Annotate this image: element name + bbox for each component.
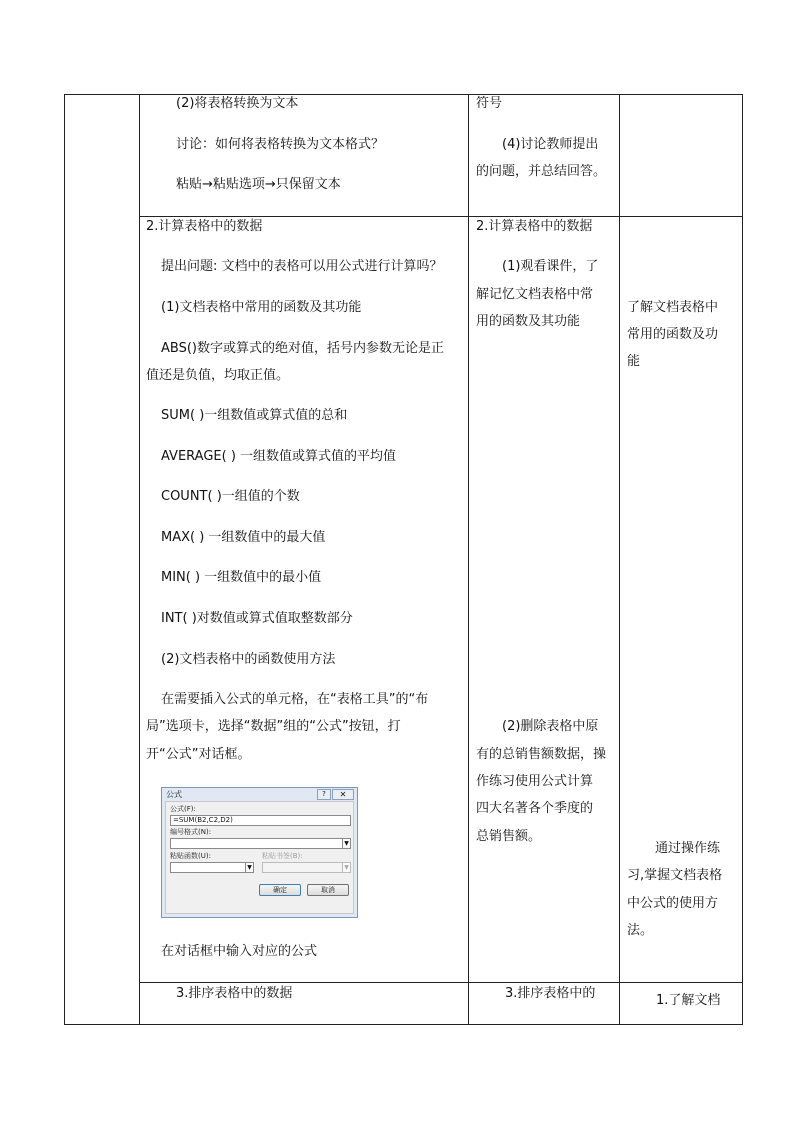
ok-button[interactable]: 确定 (259, 884, 301, 896)
cancel-button[interactable]: 取消 (307, 884, 349, 896)
chevron-down-icon: ▼ (342, 862, 351, 873)
discussion-text: 讨论：如何将表格转换为文本格式？ (176, 137, 385, 152)
objective-text: 通过操作练 (655, 841, 721, 856)
dialog-body (165, 801, 354, 914)
objective-text: 常用的函数及功 (627, 327, 719, 342)
paste-function-select[interactable] (170, 862, 246, 873)
dialog-caption: 在对话框中输入对应的公式 (161, 944, 318, 959)
paste-steps-text: 粘贴→粘贴选项→只保留文本 (176, 177, 341, 192)
row-divider-2 (139, 982, 743, 983)
student-activity-text: 有的总销售额数据，操 (476, 747, 607, 762)
section-heading: 3.排序表格中的数据 (176, 986, 293, 1001)
section-heading: 2.计算表格中的数据 (146, 219, 263, 234)
row-divider-1 (139, 216, 743, 217)
objective-text: 法。 (627, 923, 654, 938)
paste-bookmark-label: 粘贴书签(B): (262, 852, 303, 860)
objective-text: 能 (627, 354, 641, 369)
abs-description: ABS()数字或算式的绝对值，括号内参数无论是正 (161, 341, 444, 356)
student-section-heading: 3.排序表格中的 (505, 986, 596, 1001)
table-border-right (742, 94, 743, 1025)
student-activity-text: 解记忆文档表格中常 (476, 287, 594, 302)
max-description: MAX( ) 一组数值中的最大值 (161, 530, 326, 545)
column-divider-3 (619, 94, 620, 1025)
student-activity-text: 四大名著各个季度的 (476, 801, 594, 816)
objective-text: 1.了解文档 (656, 993, 721, 1008)
number-format-select[interactable] (170, 838, 343, 849)
paste-function-label: 粘贴函数(U): (170, 852, 211, 860)
table-border-top (64, 94, 743, 95)
student-activity-text: (1)观看课件，了 (502, 259, 599, 274)
student-activity-text: 用的函数及其功能 (476, 314, 581, 329)
table-to-text-heading: (2)将表格转换为文本 (176, 96, 299, 111)
usage-text: 在需要插入公式的单元格，在“表格工具”的“布 (161, 692, 429, 707)
objective-text: 习,掌握文档表格 (627, 868, 723, 883)
subheading-functions: (1)文档表格中常用的函数及其功能 (161, 300, 362, 315)
subheading-usage: (2)文档表格中的函数使用方法 (161, 652, 336, 667)
student-activity-text: 的问题，并总结回答。 (476, 164, 607, 179)
sum-description: SUM( )一组数值或算式值的总和 (161, 408, 348, 423)
chevron-down-icon[interactable]: ▼ (245, 862, 254, 873)
table-border-left (64, 94, 65, 1025)
number-format-label: 编号格式(N): (170, 828, 212, 836)
close-button[interactable]: ✕ (332, 789, 354, 800)
student-activity-text: 符号 (476, 96, 503, 111)
student-activity-text: (4)讨论教师提出 (502, 137, 599, 152)
student-activity-text: 作练习使用公式计算 (476, 774, 594, 789)
formula-dialog (161, 787, 358, 918)
student-activity-text: 总销售额。 (476, 829, 542, 844)
chevron-down-icon[interactable]: ▼ (342, 838, 351, 849)
student-activity-text: (2)删除表格中原 (502, 719, 599, 734)
student-section-heading: 2.计算表格中的数据 (476, 219, 593, 234)
formula-label: 公式(F): (170, 805, 196, 813)
average-description: AVERAGE( ) 一组数值或算式值的平均值 (161, 449, 397, 464)
int-description: INT( )对数值或算式值取整数部分 (161, 611, 353, 626)
count-description: COUNT( )一组值的个数 (161, 489, 300, 504)
column-divider-2 (468, 94, 469, 1025)
paste-bookmark-select (262, 862, 343, 873)
dialog-title: 公式 (166, 790, 182, 799)
table-border-bottom (64, 1024, 743, 1025)
objective-text: 中公式的使用方 (627, 896, 719, 911)
formula-input[interactable]: =SUM(B2,C2,D2) (170, 815, 351, 826)
min-description: MIN( ) 一组数值中的最小值 (161, 570, 322, 585)
column-divider-1 (139, 94, 140, 1025)
usage-text-cont: 局”选项卡，选择“数据”组的“公式”按钮，打 (146, 719, 401, 734)
help-button[interactable]: ? (317, 789, 331, 800)
abs-description-cont: 值还是负值，均取正值。 (146, 368, 290, 383)
question-text: 提出问题: 文档中的表格可以用公式进行计算吗？ (161, 259, 443, 274)
objective-text: 了解文档表格中 (627, 300, 719, 315)
usage-text-cont: 开“公式”对话框。 (146, 747, 251, 762)
